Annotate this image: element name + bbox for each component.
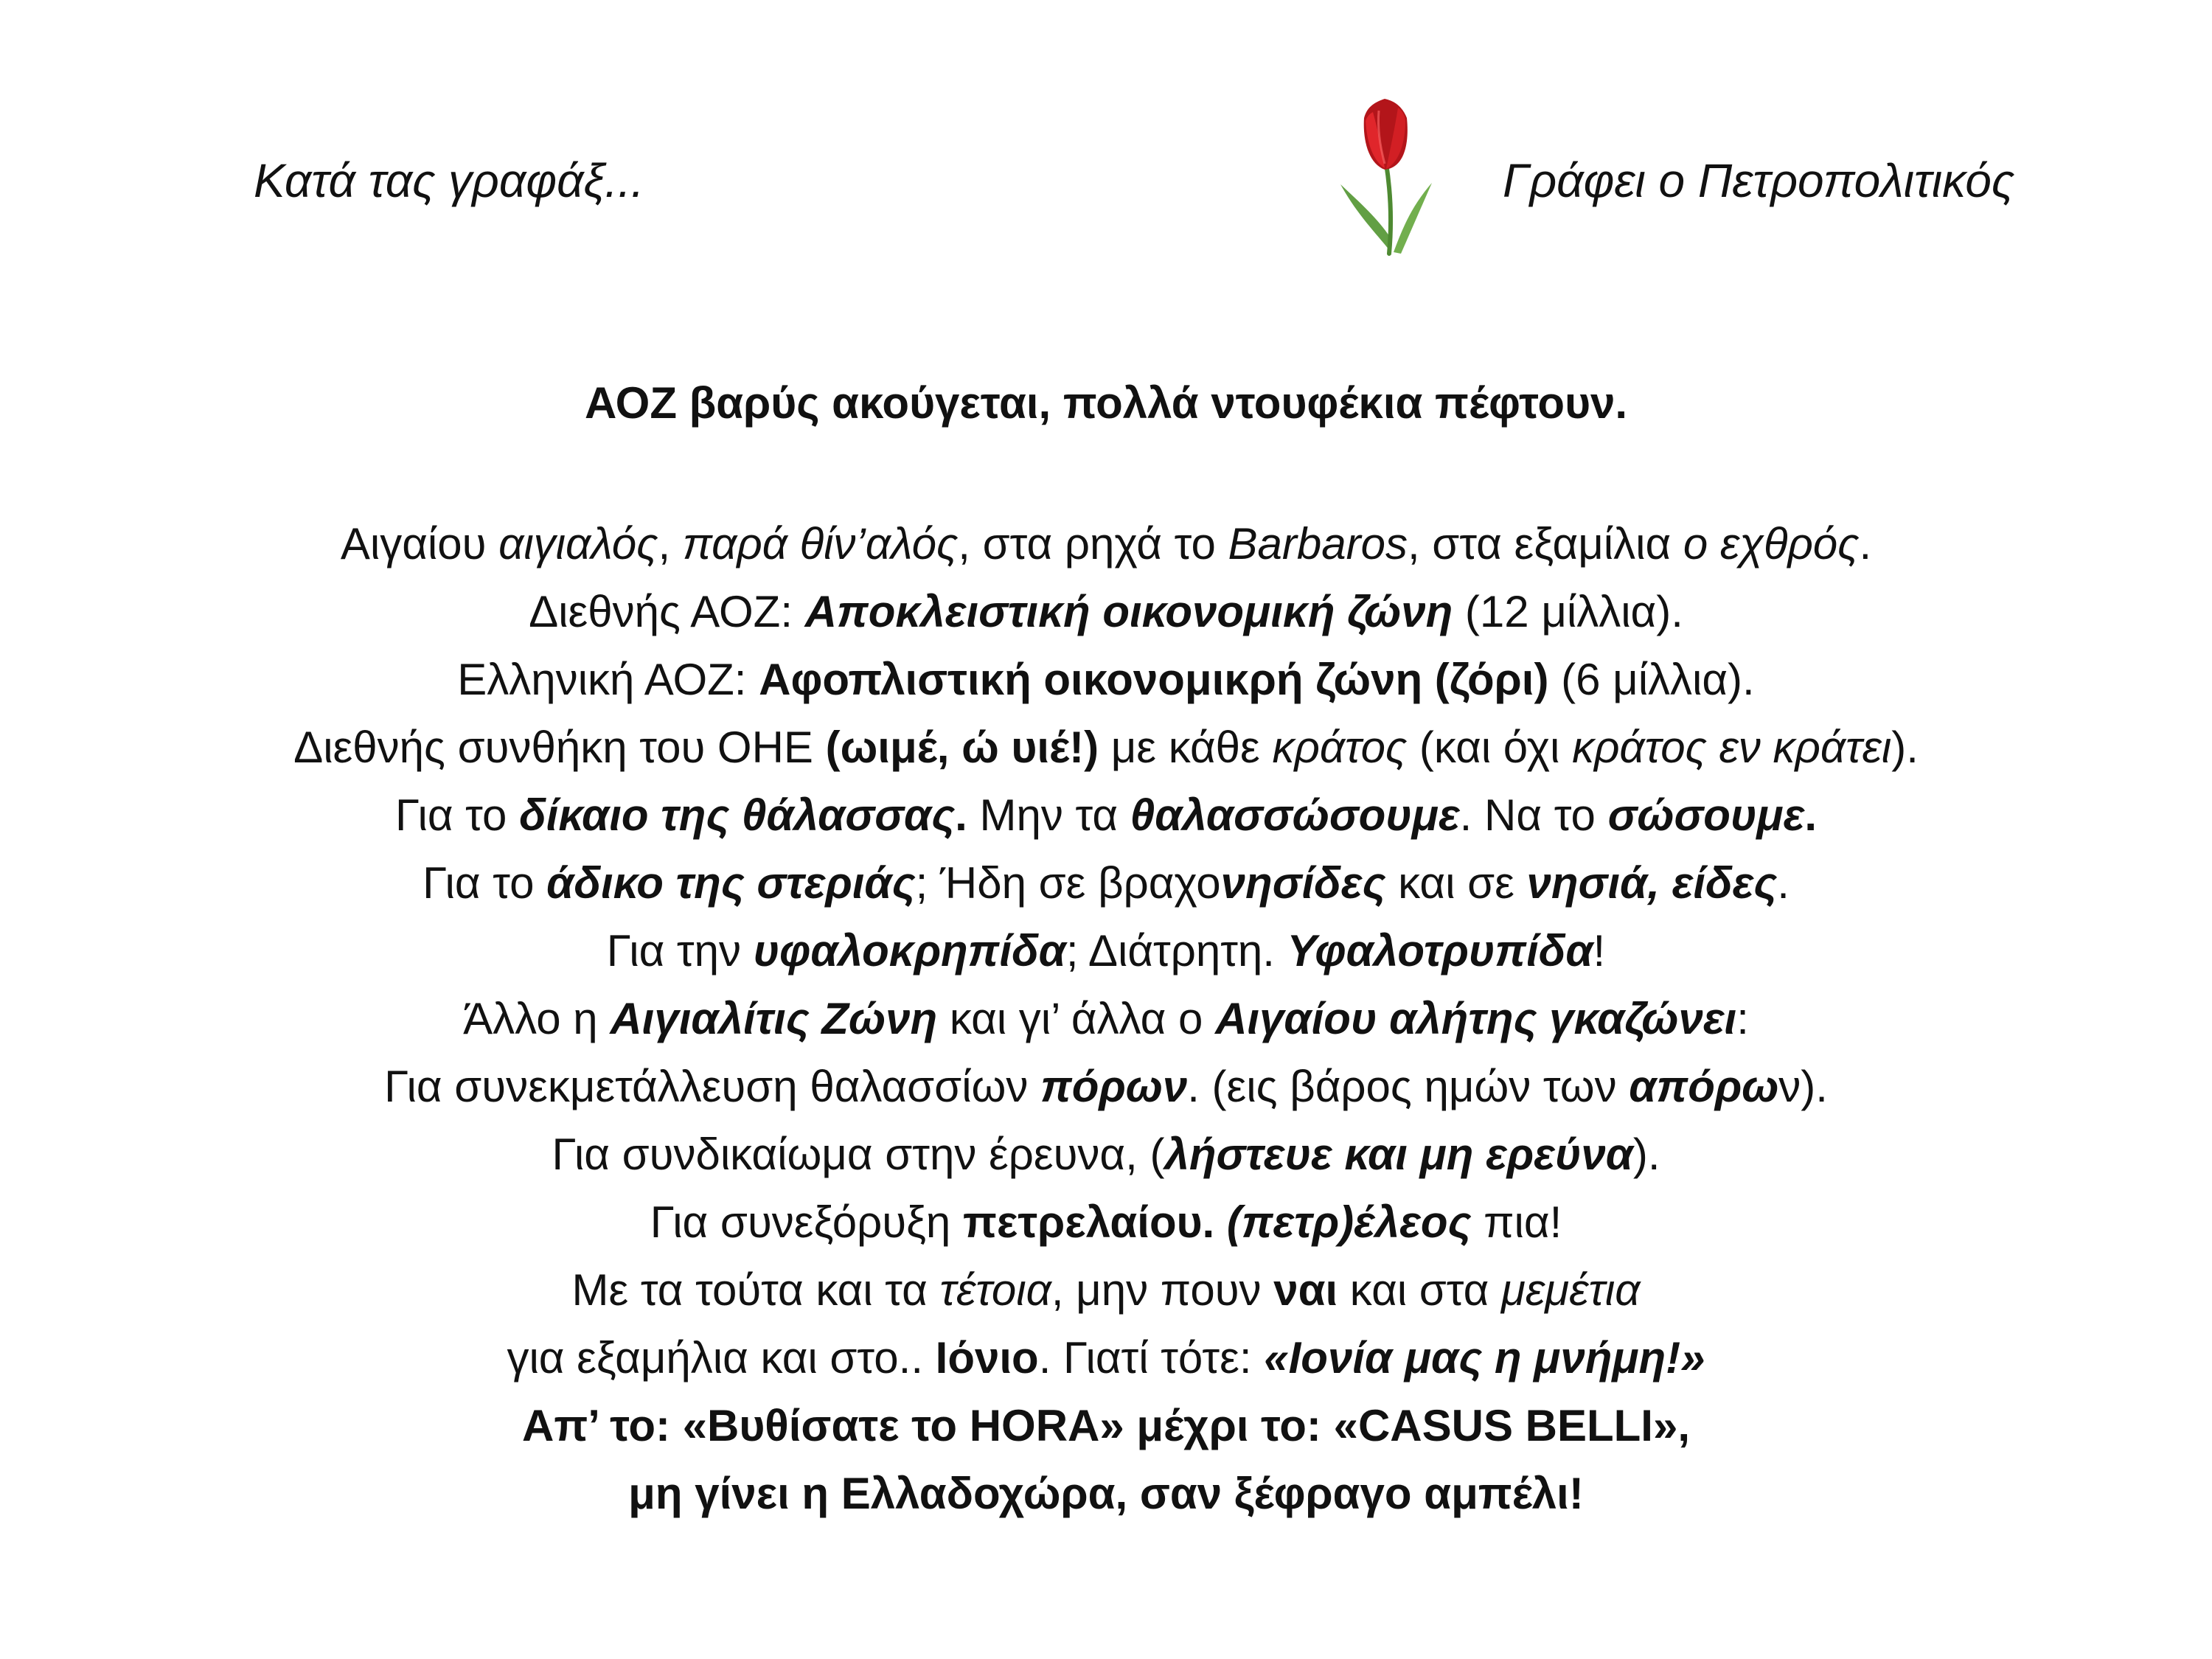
- poem-text-segment: Αιγαίου αλήτης γκαζώνει: [1215, 994, 1737, 1043]
- poem-text-segment: . Γιατί τότε:: [1038, 1333, 1265, 1382]
- poem-text-segment: κράτος εν κράτει: [1572, 723, 1892, 772]
- poem-text-segment: (ωιμέ, ώ υιέ!): [825, 723, 1099, 772]
- poem-text-segment: (6 μίλλια).: [1548, 655, 1755, 704]
- tulip-leaf-left: [1340, 184, 1392, 251]
- poem-text-segment: «Ιονία μας η μνήμη!»: [1264, 1333, 1705, 1382]
- poem-text-segment: απόρω: [1629, 1062, 1779, 1111]
- poem-text-segment: μη γίνει η Ελλαδοχώρα, σαν ξέφραγο αμπέλι!: [628, 1469, 1584, 1518]
- poem-text-segment: .: [955, 790, 967, 840]
- poem-line: [0, 714, 2212, 782]
- poem-text-segment: και σε: [1385, 858, 1527, 908]
- poem-text-segment: (πετρ)έλεος: [1226, 1197, 1472, 1247]
- poem-text-segment: μεμέτια: [1501, 1265, 1641, 1315]
- poem-text-segment: άδικο της στεριάς: [546, 858, 916, 908]
- poem-text-segment: (και όχι: [1407, 723, 1573, 772]
- poem-line: [0, 1392, 2212, 1460]
- poem-line: [0, 917, 2212, 985]
- poem-text-segment: ; Ήδη σε βραχο: [915, 858, 1221, 908]
- poem-text-segment: Για συνδικαίωμα στην έρευνα, (: [552, 1130, 1165, 1179]
- poem-text-segment: δίκαιο της θάλασσας: [519, 790, 956, 840]
- tulip-leaf-right: [1394, 183, 1432, 254]
- poem-line: [0, 1189, 2212, 1256]
- poem-line: [0, 1324, 2212, 1392]
- poem-text-segment: Άλλο η: [463, 994, 611, 1043]
- poem-text-segment: λήστευε και μη ερεύνα: [1164, 1130, 1633, 1179]
- poem-line: [0, 1053, 2212, 1121]
- poem-text-segment: (12 μίλλια).: [1453, 587, 1683, 636]
- poem-text-segment: Ιόνιο: [935, 1333, 1039, 1382]
- poem-body: [0, 510, 2212, 1528]
- poem-text-segment: ν).: [1778, 1062, 1828, 1111]
- poem-line: [0, 510, 2212, 578]
- poem-text-segment: Για το: [422, 858, 547, 908]
- poem-text-segment: κράτος: [1272, 723, 1408, 772]
- poem-text-segment: . Να το: [1459, 790, 1608, 840]
- poem-text-segment: και γι’ άλλα ο: [937, 994, 1216, 1043]
- poem-text-segment: Απ’ το: «Βυθίσατε το HORA» μέχρι το: «CASUS BELLI»,: [521, 1401, 1691, 1450]
- poem-text-segment: Διεθνής ΑΟΖ:: [529, 587, 805, 636]
- poem-line: [0, 782, 2212, 849]
- poem-text-segment: Υφαλοτρυπίδα: [1287, 926, 1593, 975]
- poem-text-segment: υφαλοκρηπίδα: [753, 926, 1066, 975]
- poem-line: [0, 646, 2212, 714]
- poem-line: [0, 1121, 2212, 1189]
- poem-text-segment: Αποκλειστική οικονομική ζώνη: [804, 587, 1453, 636]
- poem-text-segment: . (εις βάρος ημών των: [1187, 1062, 1630, 1111]
- poem-text-segment: πια!: [1471, 1197, 1562, 1247]
- poem-text-segment: Με τα τούτα και τα: [571, 1265, 940, 1315]
- poem-text-segment: ).: [1632, 1130, 1660, 1179]
- poem-text-segment: Για την: [606, 926, 754, 975]
- poem-title: ΑΟΖ βαρύς ακούγεται, πολλά ντουφέκια πέφτουν.: [584, 378, 1628, 428]
- poem-line: [0, 985, 2212, 1053]
- poem-text-segment: πετρελαίου.: [962, 1197, 1227, 1247]
- poem-text-segment: θαλασσώσουμε: [1130, 790, 1460, 840]
- poem-text-segment: ).: [1891, 723, 1919, 772]
- poem-text-segment: παρά θίν’αλός: [682, 519, 959, 568]
- poem-text-segment: πόρων: [1040, 1062, 1188, 1111]
- poem-text-segment: Για συνεκμετάλλευση θαλασσίων: [384, 1062, 1041, 1111]
- poem-text-segment: σώσουμε: [1607, 790, 1805, 840]
- poem-text-segment: !: [1593, 926, 1606, 975]
- poem-line: [0, 578, 2212, 646]
- poem-text-segment: , στα ρηχά το: [958, 519, 1228, 568]
- header-right-text: Γράφει ο Πετροπολιτικός: [1503, 154, 2015, 207]
- poem-text-segment: με κάθε: [1099, 723, 1273, 772]
- poem-text-segment: Ελληνική ΑΟΖ:: [457, 655, 759, 704]
- poem-text-segment: , στα εξαμίλια: [1407, 519, 1683, 568]
- poem-text-segment: .: [1859, 519, 1872, 568]
- poem-text-segment: .: [1777, 858, 1790, 908]
- poem-text-segment: Barbaros: [1228, 519, 1408, 568]
- header-left-text: Κατά τας γραφάξ...: [254, 154, 644, 207]
- poem-text-segment: ναι: [1273, 1265, 1338, 1315]
- poem-text-segment: Για το: [395, 790, 520, 840]
- poem-text-segment: ο εχθρός: [1683, 519, 1860, 568]
- poem-line: [0, 849, 2212, 917]
- poem-line: [0, 1460, 2212, 1528]
- poem-text-segment: Αφοπλιστική οικονομικρή ζώνη (ζόρι): [759, 655, 1549, 704]
- poem-text-segment: για εξαμήλια και στο..: [507, 1333, 936, 1382]
- poem-text-segment: και στα: [1338, 1265, 1502, 1315]
- poem-text-segment: :: [1736, 994, 1749, 1043]
- tulip-icon: [1335, 96, 1445, 258]
- poem-text-segment: τέτοια: [939, 1265, 1051, 1315]
- poem-text-segment: .: [1804, 790, 1817, 840]
- poem-text-segment: Διεθνής συνθήκη του ΟΗΕ: [293, 723, 826, 772]
- poem-text-segment: Για συνεξόρυξη: [650, 1197, 963, 1247]
- poem-text-segment: Μην τα: [967, 790, 1130, 840]
- poem-text-segment: αιγιαλός: [498, 519, 658, 568]
- poem-text-segment: Αιγαίου: [340, 519, 499, 568]
- poem-text-segment: ; Διάτρητη.: [1065, 926, 1287, 975]
- poem-line: [0, 1256, 2212, 1324]
- poem-text-segment: Αιγιαλίτις Ζώνη: [610, 994, 938, 1043]
- poem-text-segment: νησιά, είδες: [1526, 858, 1778, 908]
- poem-text-segment: νησίδες: [1220, 858, 1386, 908]
- poem-text-segment: , μην πουν: [1051, 1265, 1274, 1315]
- poem-text-segment: ,: [658, 519, 683, 568]
